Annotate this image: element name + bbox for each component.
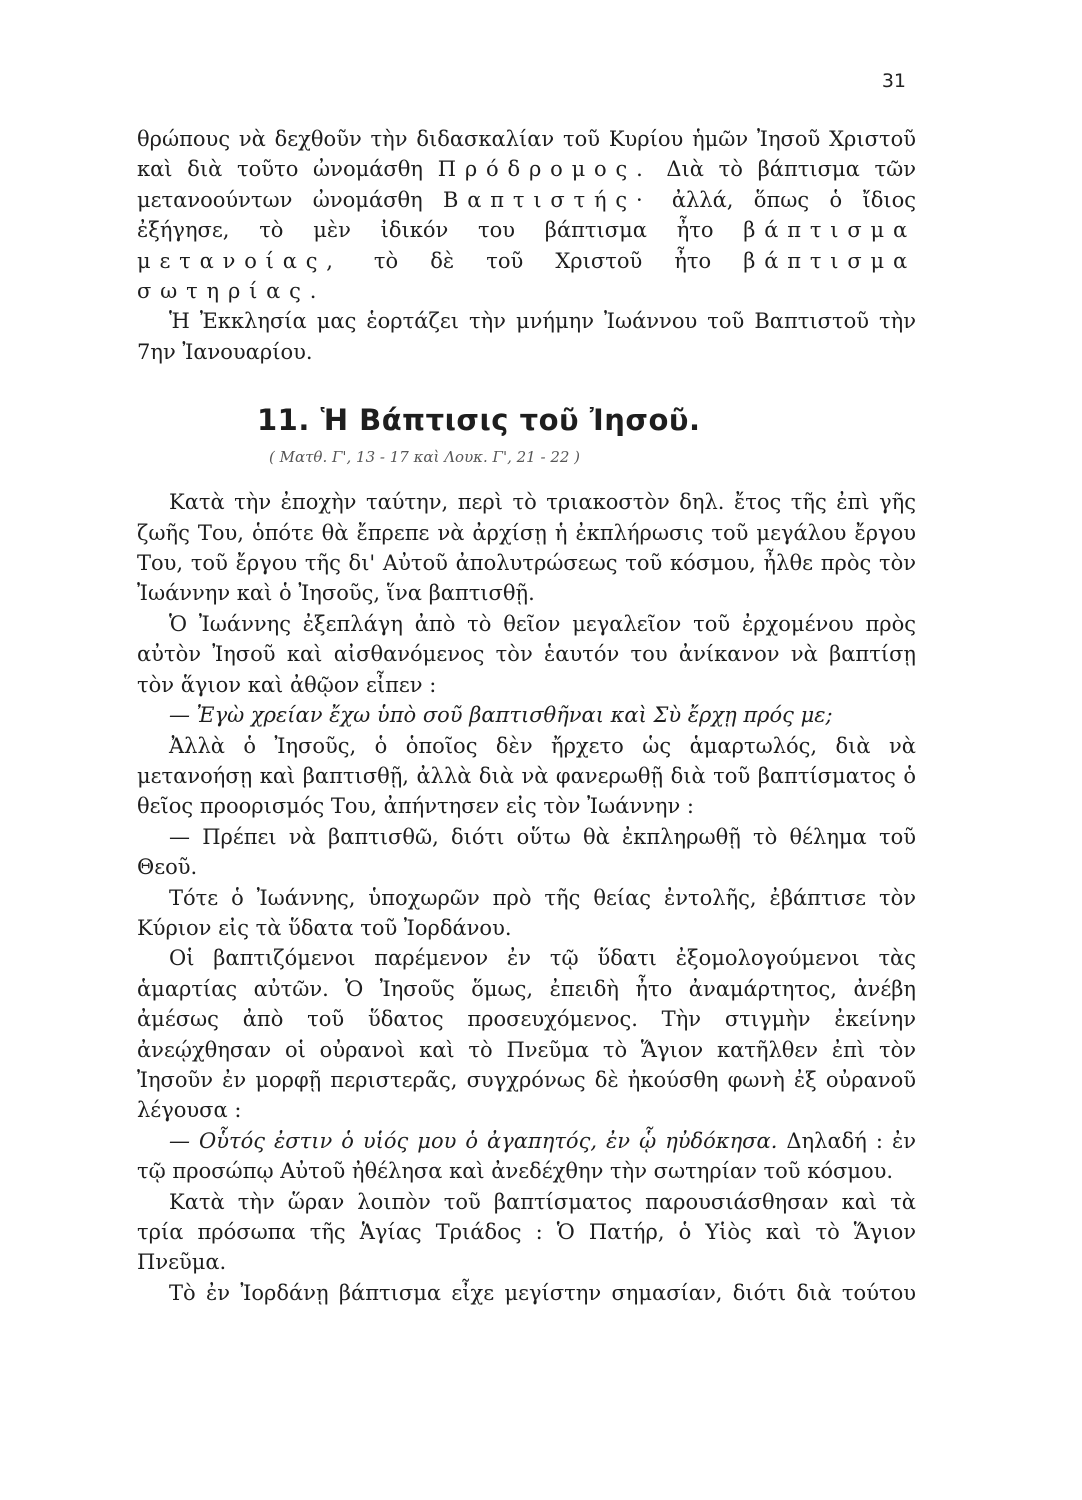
paragraph: Τότε ὁ Ἰωάννης, ὑποχωρῶν πρὸ τῆς θείας ἐντολῆς, ἐβάπτισε τὸν Κύριον εἰς τὰ ὕδατα τοῦ Ἰορδάνου.: [137, 885, 916, 940]
body-text: [137, 124, 916, 1308]
paragraph: Κατὰ τὴν ὥραν λοιπὸν τοῦ βαπτίσματος παρουσιάσθησαν καὶ τὰ τρία πρόσωπα τῆς Ἁγίας Τριάδος : Ὁ Πατήρ, ὁ Υἱὸς καὶ τὸ Ἅγιον Πνεῦμα.: [137, 1189, 916, 1275]
quote: — Οὗτός ἐστιν ὁ υἱός μου ὁ ἀγαπητός, ἐν ᾧ ηὐδόκησα.: [169, 1128, 778, 1153]
paragraph: Οἱ βαπτιζόμενοι παρέμενον ἐν τῷ ὕδατι ἐξομολογούμενοι τὰς ἁμαρτίας αὐτῶν. Ὁ Ἰησοῦς ὅμως, ἐπειδὴ ἦτο ἀναμάρτητος, ἀνέβη ἀμέσως ἀπὸ τοῦ ὕδατος προσευχόμενος. Τὴν στιγμὴν ἐκείνην ἀνεῴχθησαν οἱ οὐρανοὶ καὶ τὸ Πνεῦμα τὸ Ἅγιον κατῆλθεν ἐπὶ τὸν Ἰησοῦν ἐν μορφῇ περιστερᾶς, συγχρόνως δὲ ἠκούσθη φωνὴ ἐξ οὐρανοῦ λέγουσα :: [137, 946, 916, 1123]
page-number: 31: [881, 70, 906, 92]
scripture-reference: ( Ματθ. Γ', 13 - 17 καὶ Λουκ. Γ', 21 - 22 ): [269, 448, 581, 467]
dialogue-line: — Ἐγὼ χρείαν ἔχω ὑπὸ σοῦ βαπτισθῆναι καὶ Σὺ ἔρχῃ πρός με;: [169, 703, 833, 728]
paragraph: θρώπους νὰ δεχθοῦν τὴν διδασκαλίαν τοῦ Κυρίου ἡμῶν Ἰησοῦ Χριστοῦ καὶ διὰ τοῦτο ὠνομάσθη Πρόδρομος. Διὰ τὸ βάπτισμα τῶν μετανοούντων ὠνομάσθη Βαπτιστής· ἀλλά, ὅπως ὁ ἴδιος ἐξήγησε, τὸ μὲν ἰδικόν του βάπτισμα ἦτο βάπτισμα μετανοίας, τὸ δὲ τοῦ Χριστοῦ ἦτο βάπτισμα σωτηρίας.: [137, 127, 916, 304]
paragraph: — Οὗτός ἐστιν ὁ υἱός μου ὁ ἀγαπητός, ἐν ᾧ ηὐδόκησα. Δηλαδή : ἐν τῷ προσώπῳ Αὐτοῦ ἠθέλησα καὶ ἀνεδέχθην τὴν σωτηρίαν τοῦ κόσμου.: [137, 1128, 916, 1184]
spaced-term: βάπτισμα σωτηρίας.: [137, 248, 916, 304]
spaced-term: Πρόδρομος.: [437, 157, 652, 182]
section-heading: 11. Ἡ Βάπτισις τοῦ Ἰησοῦ.: [257, 403, 701, 438]
paragraph: Κατὰ τὴν ἐποχὴν ταύτην, περὶ τὸ τριακοστὸν δηλ. ἔτος τῆς ἐπὶ γῆς ζωῆς Του, ὁπότε θὰ ἔπρεπε νὰ ἀρχίσῃ ἡ ἐκπλήρωσις τοῦ μεγάλου ἔργου Του, τοῦ ἔργου τῆς δι' Αὐτοῦ ἀπολυτρώσεως τοῦ κόσμου, ἦλθε πρὸς τὸν Ἰωάννην καὶ ὁ Ἰησοῦς, ἵνα βαπτισθῇ.: [137, 490, 916, 606]
spaced-term: Βαπτιστής·: [443, 187, 652, 212]
paragraph: Ἡ Ἐκκλησία μας ἑορτάζει τὴν μνήμην Ἰωάννου τοῦ Βαπτιστοῦ τὴν 7ην Ἰανουαρίου.: [137, 309, 916, 364]
paragraph: Ὁ Ἰωάννης ἐξεπλάγη ἀπὸ τὸ θεῖον μεγαλεῖον τοῦ ἐρχομένου πρὸς αὐτὸν Ἰησοῦ καὶ αἰσθανόμενος τὸν ἑαυτόν του ἀνίκανον νὰ βαπτίσῃ τὸν ἅγιον καὶ ἀθῷον εἶπεν :: [137, 611, 916, 697]
paragraph: Τὸ ἐν Ἰορδάνῃ βάπτισμα εἶχε μεγίστην σημασίαν, διότι διὰ τούτου: [169, 1280, 916, 1305]
spaced-term: βάπτισμα μετανοίας,: [137, 218, 916, 273]
dialogue-line: — Πρέπει νὰ βαπτισθῶ, διότι οὕτω θὰ ἐκπληρωθῇ τὸ θέλημα τοῦ Θεοῦ.: [137, 824, 916, 880]
paragraph: Ἀλλὰ ὁ Ἰησοῦς, ὁ ὁποῖος δὲν ἤρχετο ὡς ἁμαρτωλός, διὰ νὰ μετανοήσῃ καὶ βαπτισθῇ, ἀλλὰ διὰ νὰ φανερωθῇ διὰ τοῦ βαπτίσματος ὁ θεῖος προορισμός Του, ἀπήντησεν εἰς τὸν Ἰωάννην :: [137, 733, 916, 819]
